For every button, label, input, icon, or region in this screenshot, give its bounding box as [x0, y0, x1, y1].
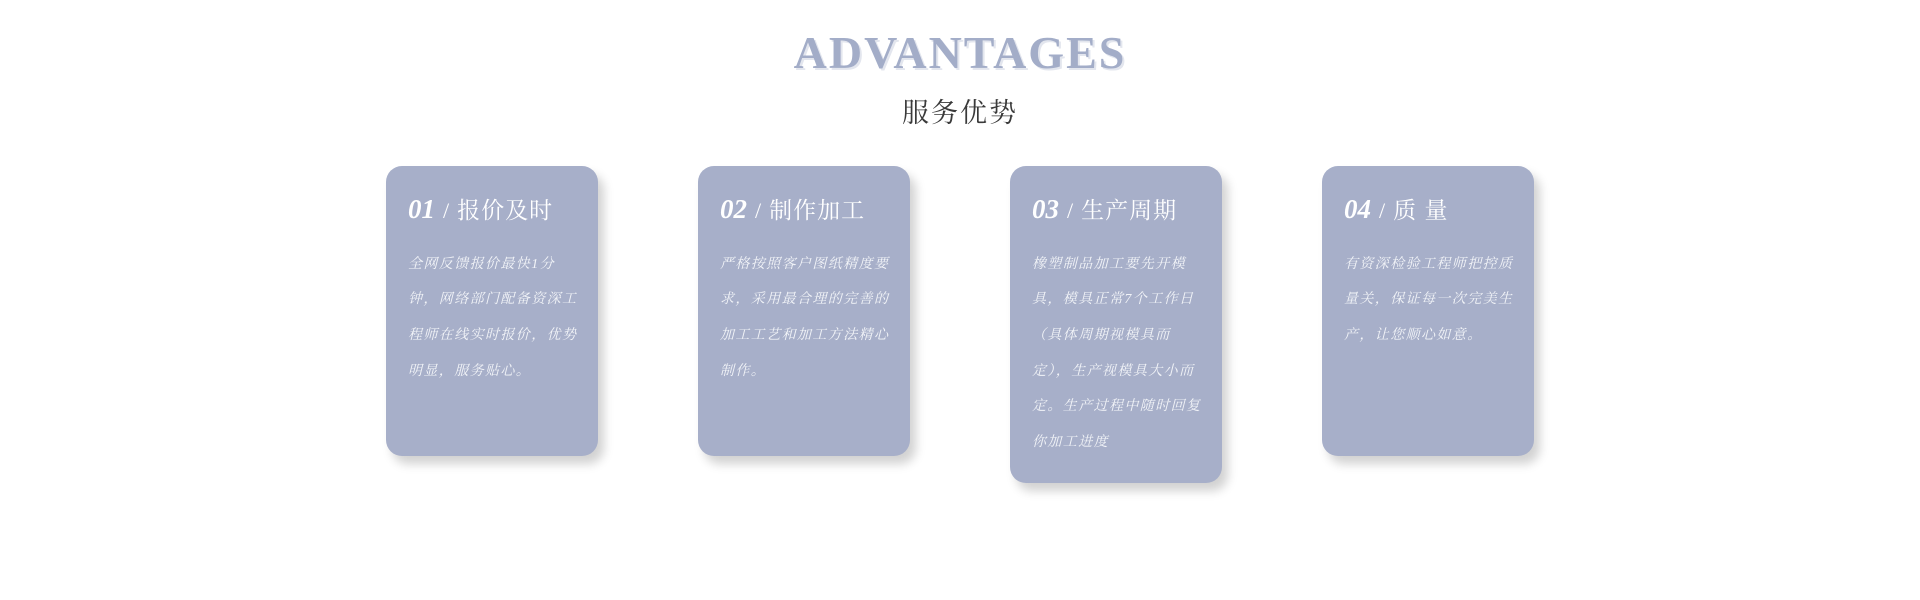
advantage-card-4[interactable]: [1322, 166, 1534, 456]
card-title: 质 量: [1393, 196, 1449, 223]
card-separator: /: [755, 197, 762, 223]
page-subtitle: 服务优势: [902, 97, 1018, 128]
card-number: 01: [408, 193, 435, 224]
card-title: 生产周期: [1081, 196, 1178, 223]
card-title: 制作加工: [769, 196, 866, 223]
advantage-card-list: [0, 166, 1920, 483]
card-heading: [720, 192, 890, 225]
advantage-card-1[interactable]: [386, 166, 598, 456]
card-body-text: 严格按照客户图纸精度要求，采用最合理的完善的加工工艺和加工方法精心制作。: [720, 256, 890, 379]
advantage-card-3[interactable]: [1010, 166, 1222, 483]
section-header: [0, 0, 1920, 130]
card-heading: [1344, 192, 1514, 225]
card-number: 03: [1032, 193, 1059, 224]
card-number: 04: [1344, 193, 1371, 224]
page-title: ADVANTAGES: [793, 27, 1127, 78]
card-separator: /: [1067, 197, 1074, 223]
card-separator: /: [443, 197, 450, 223]
card-number: 02: [720, 193, 747, 224]
advantage-card-2[interactable]: [698, 166, 910, 456]
card-body-text: 有资深检验工程师把控质量关，保证每一次完美生产，让您顺心如意。: [1344, 256, 1514, 343]
card-heading: [1032, 192, 1202, 225]
card-separator: /: [1379, 197, 1386, 223]
card-heading: [408, 192, 578, 225]
card-title: 报价及时: [457, 196, 554, 223]
card-body-text: 全网反馈报价最快1分钟，网络部门配备资深工程师在线实时报价，优势明显，服务贴心。: [408, 256, 578, 379]
card-body-text: 橡塑制品加工要先开模具，模具正常7个工作日（具体周期视模具而定），生产视模具大小而定。生产过程中随时回复你加工进度: [1032, 256, 1202, 451]
